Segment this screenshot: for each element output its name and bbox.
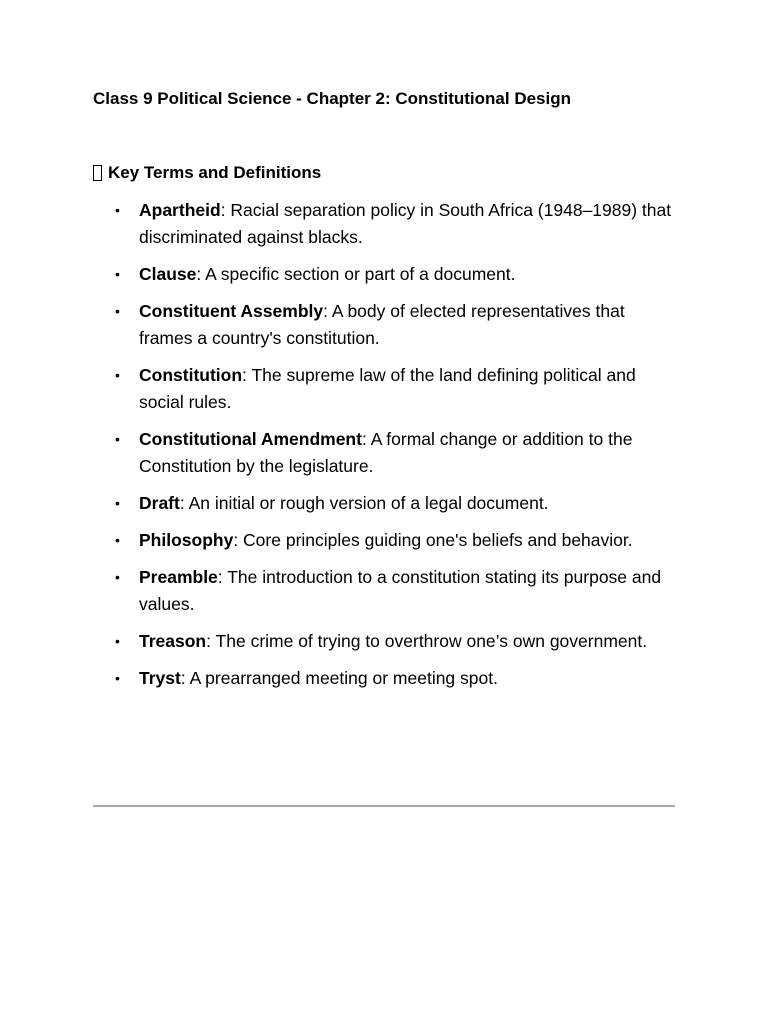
term-separator: : [323, 301, 332, 321]
bullet-marker: • [115, 202, 120, 218]
bullet-marker: • [115, 532, 120, 548]
term-list-item [93, 527, 675, 554]
bullet-marker: • [115, 495, 120, 511]
term-list-item [93, 362, 675, 416]
bullet-marker: • [115, 670, 120, 686]
term-definition: Core principles guiding one's beliefs and behavior. [243, 530, 633, 550]
section-heading [93, 162, 321, 184]
term-name: Constitution [139, 365, 243, 385]
term-list-item [93, 564, 675, 618]
term-name: Draft [139, 493, 180, 513]
term-list-item [93, 197, 675, 251]
term-name: Apartheid [139, 200, 221, 220]
term-list-item [93, 298, 675, 352]
term-list-item [93, 490, 675, 517]
bullet-marker: • [115, 569, 120, 585]
term-definition: An initial or rough version of a legal document. [188, 493, 549, 513]
term-definition: Racial separation policy in South Africa (1948–1989) that discriminated against blacks. [139, 200, 672, 247]
term-separator: : [233, 530, 244, 550]
term-separator: : [220, 200, 231, 220]
term-separator: : [242, 365, 252, 385]
term-name: Constitutional Amendment [139, 429, 362, 449]
term-separator: : [180, 668, 190, 688]
term-separator: : [196, 264, 206, 284]
horizontal-rule [93, 805, 675, 807]
term-separator: : [179, 493, 189, 513]
term-definition: A body of elected representatives that frames a country's constitution. [139, 301, 625, 348]
bullet-marker: • [115, 303, 120, 319]
key-terms-list [93, 197, 675, 702]
term-name: Philosophy [139, 530, 234, 550]
term-list-item [93, 628, 675, 655]
term-separator: : [217, 567, 228, 587]
term-separator: : [361, 429, 371, 449]
document-title: Class 9 Political Science - Chapter 2: Constitutional Design [93, 89, 572, 108]
term-list-item [93, 261, 675, 288]
term-definition: The crime of trying to overthrow one’s own government. [215, 631, 648, 651]
term-definition: A formal change or addition to the Constitution by the legislature. [139, 429, 633, 476]
term-name: Preamble [139, 567, 218, 587]
term-name: Treason [139, 631, 207, 651]
bullet-marker: • [115, 431, 120, 447]
term-separator: : [206, 631, 216, 651]
term-name: Tryst [139, 668, 181, 688]
term-name: Constituent Assembly [139, 301, 324, 321]
section-heading-text: Key Terms and Definitions [108, 163, 322, 182]
term-name: Clause [139, 264, 197, 284]
term-list-item [93, 426, 675, 480]
term-definition: A prearranged meeting or meeting spot. [189, 668, 498, 688]
bullet-marker: • [115, 266, 120, 282]
term-definition: The supreme law of the land defining political and social rules. [139, 365, 636, 412]
bullet-marker: • [115, 633, 120, 649]
term-definition: A specific section or part of a document. [205, 264, 516, 284]
term-definition: The introduction to a constitution stating its purpose and values. [139, 567, 662, 614]
missing-glyph-icon [93, 165, 102, 181]
term-list-item [93, 665, 675, 692]
bullet-marker: • [115, 367, 120, 383]
